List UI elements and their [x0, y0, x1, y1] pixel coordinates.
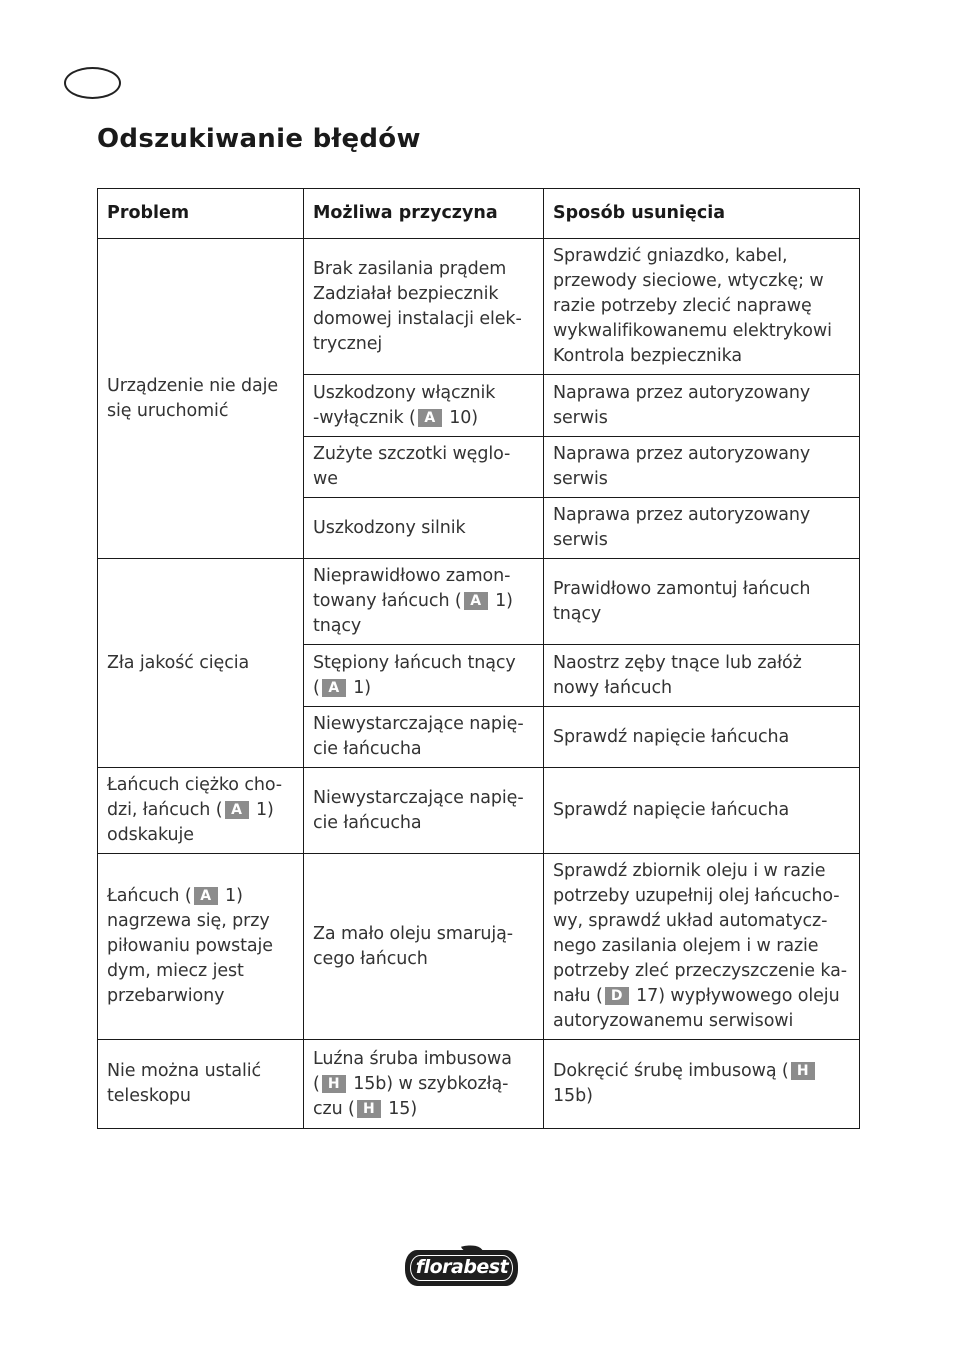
table-row	[98, 1040, 860, 1129]
cell-text: Za mało oleju smarują- cego łańcuch	[313, 923, 514, 969]
cell-text: 1) odskakuje	[107, 800, 274, 845]
cause-cell	[304, 437, 544, 498]
cause-cell	[304, 854, 544, 1040]
cause-cell	[304, 239, 544, 375]
cell-text: Nie można ustalić teleskopu	[107, 1061, 262, 1106]
remedy-cell	[544, 437, 860, 498]
remedy-cell	[544, 645, 860, 707]
page-title: Odszukiwanie błędów	[97, 124, 421, 154]
table-row	[98, 854, 860, 1040]
cause-cell	[304, 498, 544, 559]
header-cause: Możliwa przyczyna	[304, 189, 544, 239]
cell-text: Naprawa przez autoryzowany serwis	[553, 444, 811, 489]
cause-cell	[304, 559, 544, 645]
remedy-cell	[544, 854, 860, 1040]
cell-text: Łańcuch (	[107, 886, 192, 906]
cell-text: 1) tnący	[313, 591, 513, 636]
cell-text: Prawidłowo zamontuj łańcuch tnący	[553, 578, 811, 624]
cell-text: Sprawdź napięcie łańcucha	[553, 800, 790, 820]
cause-cell	[304, 768, 544, 854]
problem-cell	[98, 239, 304, 559]
cell-text: Luźna śruba imbusowa (	[313, 1048, 512, 1094]
cell-text: Sprawdź zbiornik oleju i w razie potrzeby uzupełnij olej łańcucho- wy, sprawdź układ automatycz- nego zasilania olejem i w razie potrzeby zleć przeczyszczenie ka- nału (	[553, 861, 847, 1006]
cell-text: 15)	[382, 1098, 418, 1119]
figure-ref-badge: A	[322, 679, 346, 697]
cell-text: Uszkodzony silnik	[313, 517, 466, 538]
problem-cell	[98, 1040, 304, 1129]
figure-ref-badge: A	[418, 409, 442, 427]
table-row	[98, 768, 860, 854]
header-remedy: Sposób usunięcia	[544, 189, 860, 239]
cell-text: Stępiony łańcuch tnący (	[313, 652, 516, 698]
remedy-cell	[544, 768, 860, 854]
cell-text: 15b)	[553, 1086, 593, 1106]
table-row	[98, 239, 860, 375]
cause-cell	[304, 707, 544, 768]
cell-text: 17) wypływowego oleju autoryzowanemu serwisowi	[553, 986, 840, 1031]
cause-cell	[304, 645, 544, 707]
figure-ref-badge: A	[464, 592, 488, 610]
cell-text: Nieprawidłowo zamon- towany łańcuch (	[313, 566, 511, 611]
remedy-cell	[544, 707, 860, 768]
logo-wordmark: florabest	[415, 1256, 509, 1278]
cell-text: Naprawa przez autoryzowany serwis	[553, 505, 811, 550]
table-body	[98, 239, 860, 1129]
florabest-logo	[405, 1244, 519, 1290]
problem-cell	[98, 768, 304, 854]
figure-ref-badge: A	[225, 801, 249, 819]
cell-text: 10)	[443, 407, 479, 428]
figure-ref-badge: H	[322, 1075, 346, 1093]
cell-text: Dokręcić śrubę imbusową (	[553, 1061, 789, 1081]
figure-ref-badge: H	[791, 1062, 815, 1080]
cause-cell	[304, 375, 544, 437]
cell-text: 15b) w szybkozłą- czu (	[313, 1073, 509, 1119]
remedy-cell	[544, 498, 860, 559]
cell-text: Sprawdzić gniazdko, kabel, przewody sieciowe, wtyczkę; w razie potrzeby zlecić naprawę wykwalifikowanemu elektrykowi Kontrola bezpiecznika	[553, 246, 832, 366]
table-row	[98, 559, 860, 645]
remedy-cell	[544, 239, 860, 375]
cell-text: Urządzenie nie daje się uruchomić	[107, 375, 279, 421]
cell-text: Niewystarczające napię- cie łańcucha	[313, 714, 524, 759]
problem-cell	[98, 854, 304, 1040]
cell-text: Sprawdź napięcie łańcucha	[553, 726, 790, 747]
table-header-row	[98, 189, 860, 239]
remedy-cell	[544, 559, 860, 645]
cell-text: Zużyte szczotki węglo- we	[313, 444, 511, 489]
remedy-cell	[544, 1040, 860, 1129]
cell-text: Naostrz zęby tnące lub załóż nowy łańcuch	[553, 652, 802, 698]
cell-text: Brak zasilania prądem Zadziałał bezpiecznik domowej instalacji elek- trycznej	[313, 258, 522, 354]
figure-ref-badge: A	[194, 887, 218, 905]
cause-cell	[304, 1040, 544, 1129]
remedy-cell	[544, 375, 860, 437]
cell-text: Naprawa przez autoryzowany serwis	[553, 382, 811, 428]
cell-text: Zła jakość cięcia	[107, 652, 250, 673]
cell-text: Uszkodzony włącznik -wyłącznik (	[313, 382, 496, 428]
cell-text: 1)	[347, 677, 371, 698]
problem-cell	[98, 559, 304, 768]
cell-text: Niewystarczające napię- cie łańcucha	[313, 787, 524, 833]
language-badge-oval	[64, 67, 121, 99]
troubleshooting-table	[97, 188, 860, 1129]
cell-text: 1) nagrzewa się, przy piłowaniu powstaje dym, miecz jest przebarwiony	[107, 886, 273, 1006]
figure-ref-badge: D	[605, 987, 629, 1005]
header-problem: Problem	[98, 189, 304, 239]
figure-ref-badge: H	[357, 1100, 381, 1118]
cell-text: Łańcuch ciężko cho- dzi, łańcuch (	[107, 775, 283, 820]
